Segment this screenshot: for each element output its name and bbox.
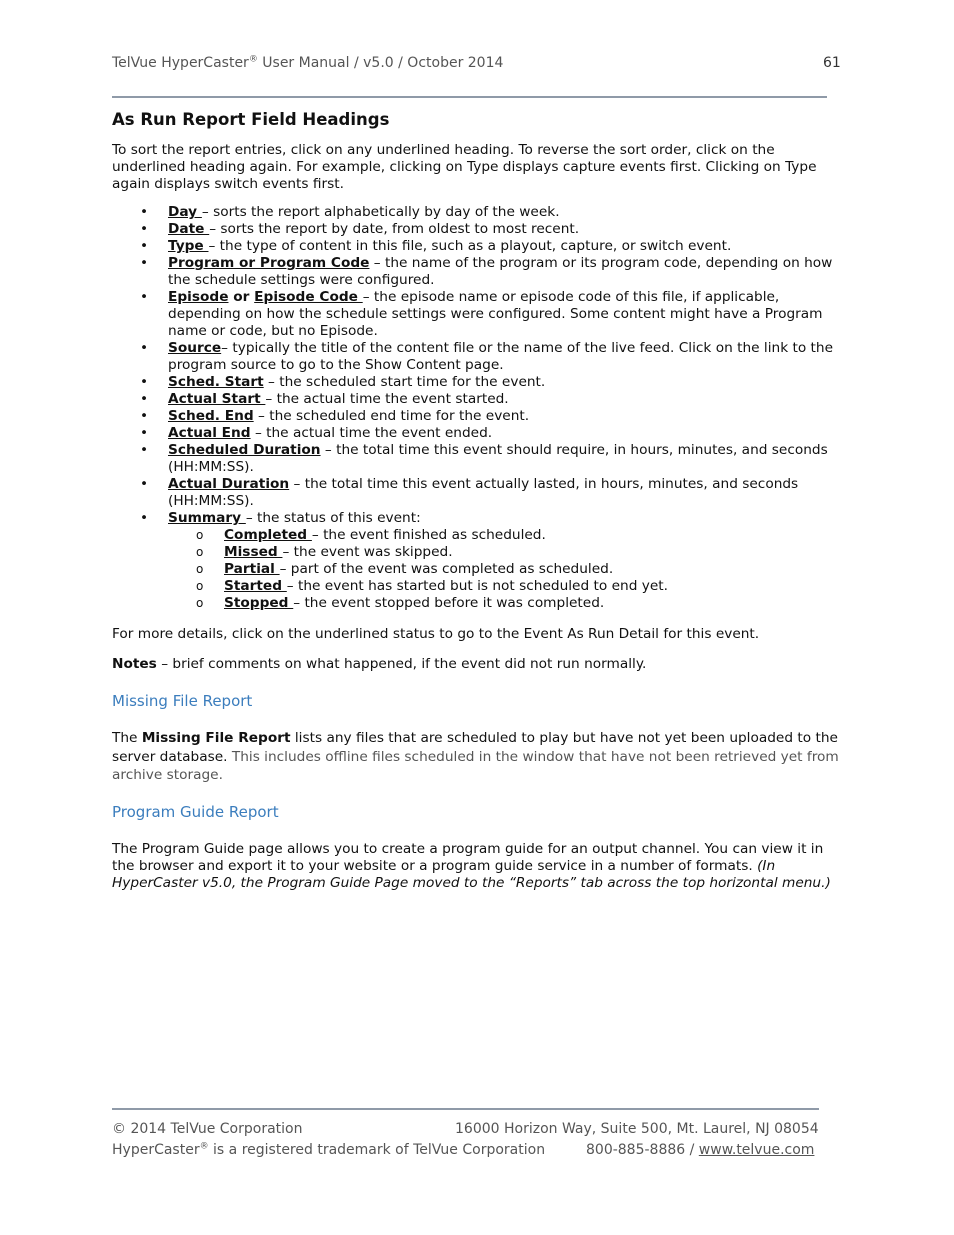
list-item: • Program or Program Code – the name of the program or its program code, depending on how the schedule settings were configured. [112, 255, 844, 289]
footer-contact [586, 1142, 814, 1159]
notes-paragraph: Notes – brief comments on what happened, if the event did not run normally. [112, 656, 647, 672]
registered-mark: ® [248, 54, 258, 65]
missing-file-heading: Missing File Report [112, 692, 253, 710]
list-item: • Source– typically the title of the content file or the name of the live feed. Click on the link to the program source to go to the Show Content page. [112, 340, 844, 374]
field-term[interactable]: Program or Program Code [168, 255, 370, 271]
program-guide-heading: Program Guide Report [112, 803, 279, 821]
footer-address: 16000 Horizon Way, Suite 500, Mt. Laurel, NJ 08054 [455, 1121, 819, 1137]
header-title [112, 55, 503, 72]
missing-file-paragraph: The Missing File Report lists any files that are scheduled to play but have not yet been uploaded to the server database. This includes offline files scheduled in the window that have not been retrieved yet from archive storage. [112, 730, 839, 783]
list-item: o Missed – the event was skipped. [168, 544, 844, 561]
header-title-prefix: TelVue HyperCaster [112, 55, 249, 71]
footer-copyright: © 2014 TelVue Corporation [112, 1121, 303, 1137]
list-item: • Scheduled Duration – the total time this event should require, in hours, minutes, and seconds (HH:MM:SS). [112, 442, 844, 476]
list-item: • Sched. Start – the scheduled start time for the event. [112, 374, 844, 391]
list-item: o Stopped – the event stopped before it was completed. [168, 595, 844, 612]
list-item: • Actual Duration – the total time this event actually lasted, in hours, minutes, and seconds (HH:MM:SS). [112, 476, 844, 510]
field-term[interactable]: Scheduled Duration [168, 442, 321, 458]
status-term[interactable]: Started [224, 578, 287, 594]
status-term[interactable]: Partial [224, 561, 280, 577]
website-link[interactable]: www.telvue.com [698, 1142, 815, 1158]
field-term[interactable]: Date [168, 221, 210, 237]
intro-paragraph: To sort the report entries, click on any underlined heading. To reverse the sort order, click on the underlined heading again. For example, clicking on Type displays capture events first. Clicking on Type again displays switch events first. [112, 142, 817, 192]
field-term[interactable]: Sched. Start [168, 374, 264, 390]
more-details-paragraph: For more details, click on the underlined status to go to the Event As Run Detail for this event. [112, 626, 760, 642]
list-item: • Actual Start – the actual time the event started. [112, 391, 844, 408]
field-headings-list [112, 204, 844, 612]
summary-status-list [168, 527, 844, 612]
list-item: • Date – sorts the report by date, from oldest to most recent. [112, 221, 844, 238]
section-heading: As Run Report Field Headings [112, 110, 390, 129]
header-title-suffix: User Manual / v5.0 / October 2014 [257, 55, 504, 71]
list-item: • Actual End – the actual time the event ended. [112, 425, 844, 442]
field-term[interactable]: Episode Code [254, 289, 363, 305]
footer-trademark: HyperCaster® is a registered trademark of TelVue Corporation [112, 1141, 546, 1158]
field-term[interactable]: Day [168, 204, 202, 220]
footer-phone: 800-885-8886 / [586, 1142, 699, 1158]
field-term[interactable]: Sched. End [168, 408, 254, 424]
page-number: 61 [823, 55, 841, 71]
list-item: o Partial – part of the event was completed as scheduled. [168, 561, 844, 578]
status-term[interactable]: Completed [224, 527, 312, 543]
list-item: • Sched. End – the scheduled end time for the event. [112, 408, 844, 425]
registered-mark: ® [199, 1141, 209, 1152]
field-term[interactable]: Actual Start [168, 391, 266, 407]
list-item: • Type – the type of content in this file, such as a playout, capture, or switch event. [112, 238, 844, 255]
field-term[interactable]: Type [168, 238, 209, 254]
header-divider [112, 96, 827, 98]
status-term[interactable]: Stopped [224, 595, 294, 611]
list-item: • Day – sorts the report alphabetically by day of the week. [112, 204, 844, 221]
status-term[interactable]: Missed [224, 544, 283, 560]
field-term[interactable]: Episode [168, 289, 229, 305]
field-term[interactable]: Actual End [168, 425, 251, 441]
footer-divider [112, 1108, 819, 1110]
list-item: • Summary – the status of this event: o Completed – the event finished as scheduled. o Missed – the event was skipped. o Partial – part of the event was completed as scheduled. o Started – the event has started but is not scheduled to end yet. o Stopped – the event stopped before it was completed. [112, 510, 844, 612]
list-item: • Episode or Episode Code – the episode name or episode code of this file, if applicable, depending on how the schedule settings were configured. Some content might have a Program name or code, but no Episode. [112, 289, 844, 340]
list-item: o Completed – the event finished as scheduled. [168, 527, 844, 544]
program-guide-paragraph: The Program Guide page allows you to create a program guide for an output channel. You can view it in the browser and export it to your website or a program guide service in a number of formats. (In HyperCaster v5.0, the Program Guide Page moved to the “Reports” tab across the top horizontal menu.) [112, 841, 831, 891]
field-term[interactable]: Summary [168, 510, 246, 526]
field-term[interactable]: Source [168, 340, 222, 356]
list-item: o Started – the event has started but is not scheduled to end yet. [168, 578, 844, 595]
field-term[interactable]: Actual Duration [168, 476, 290, 492]
